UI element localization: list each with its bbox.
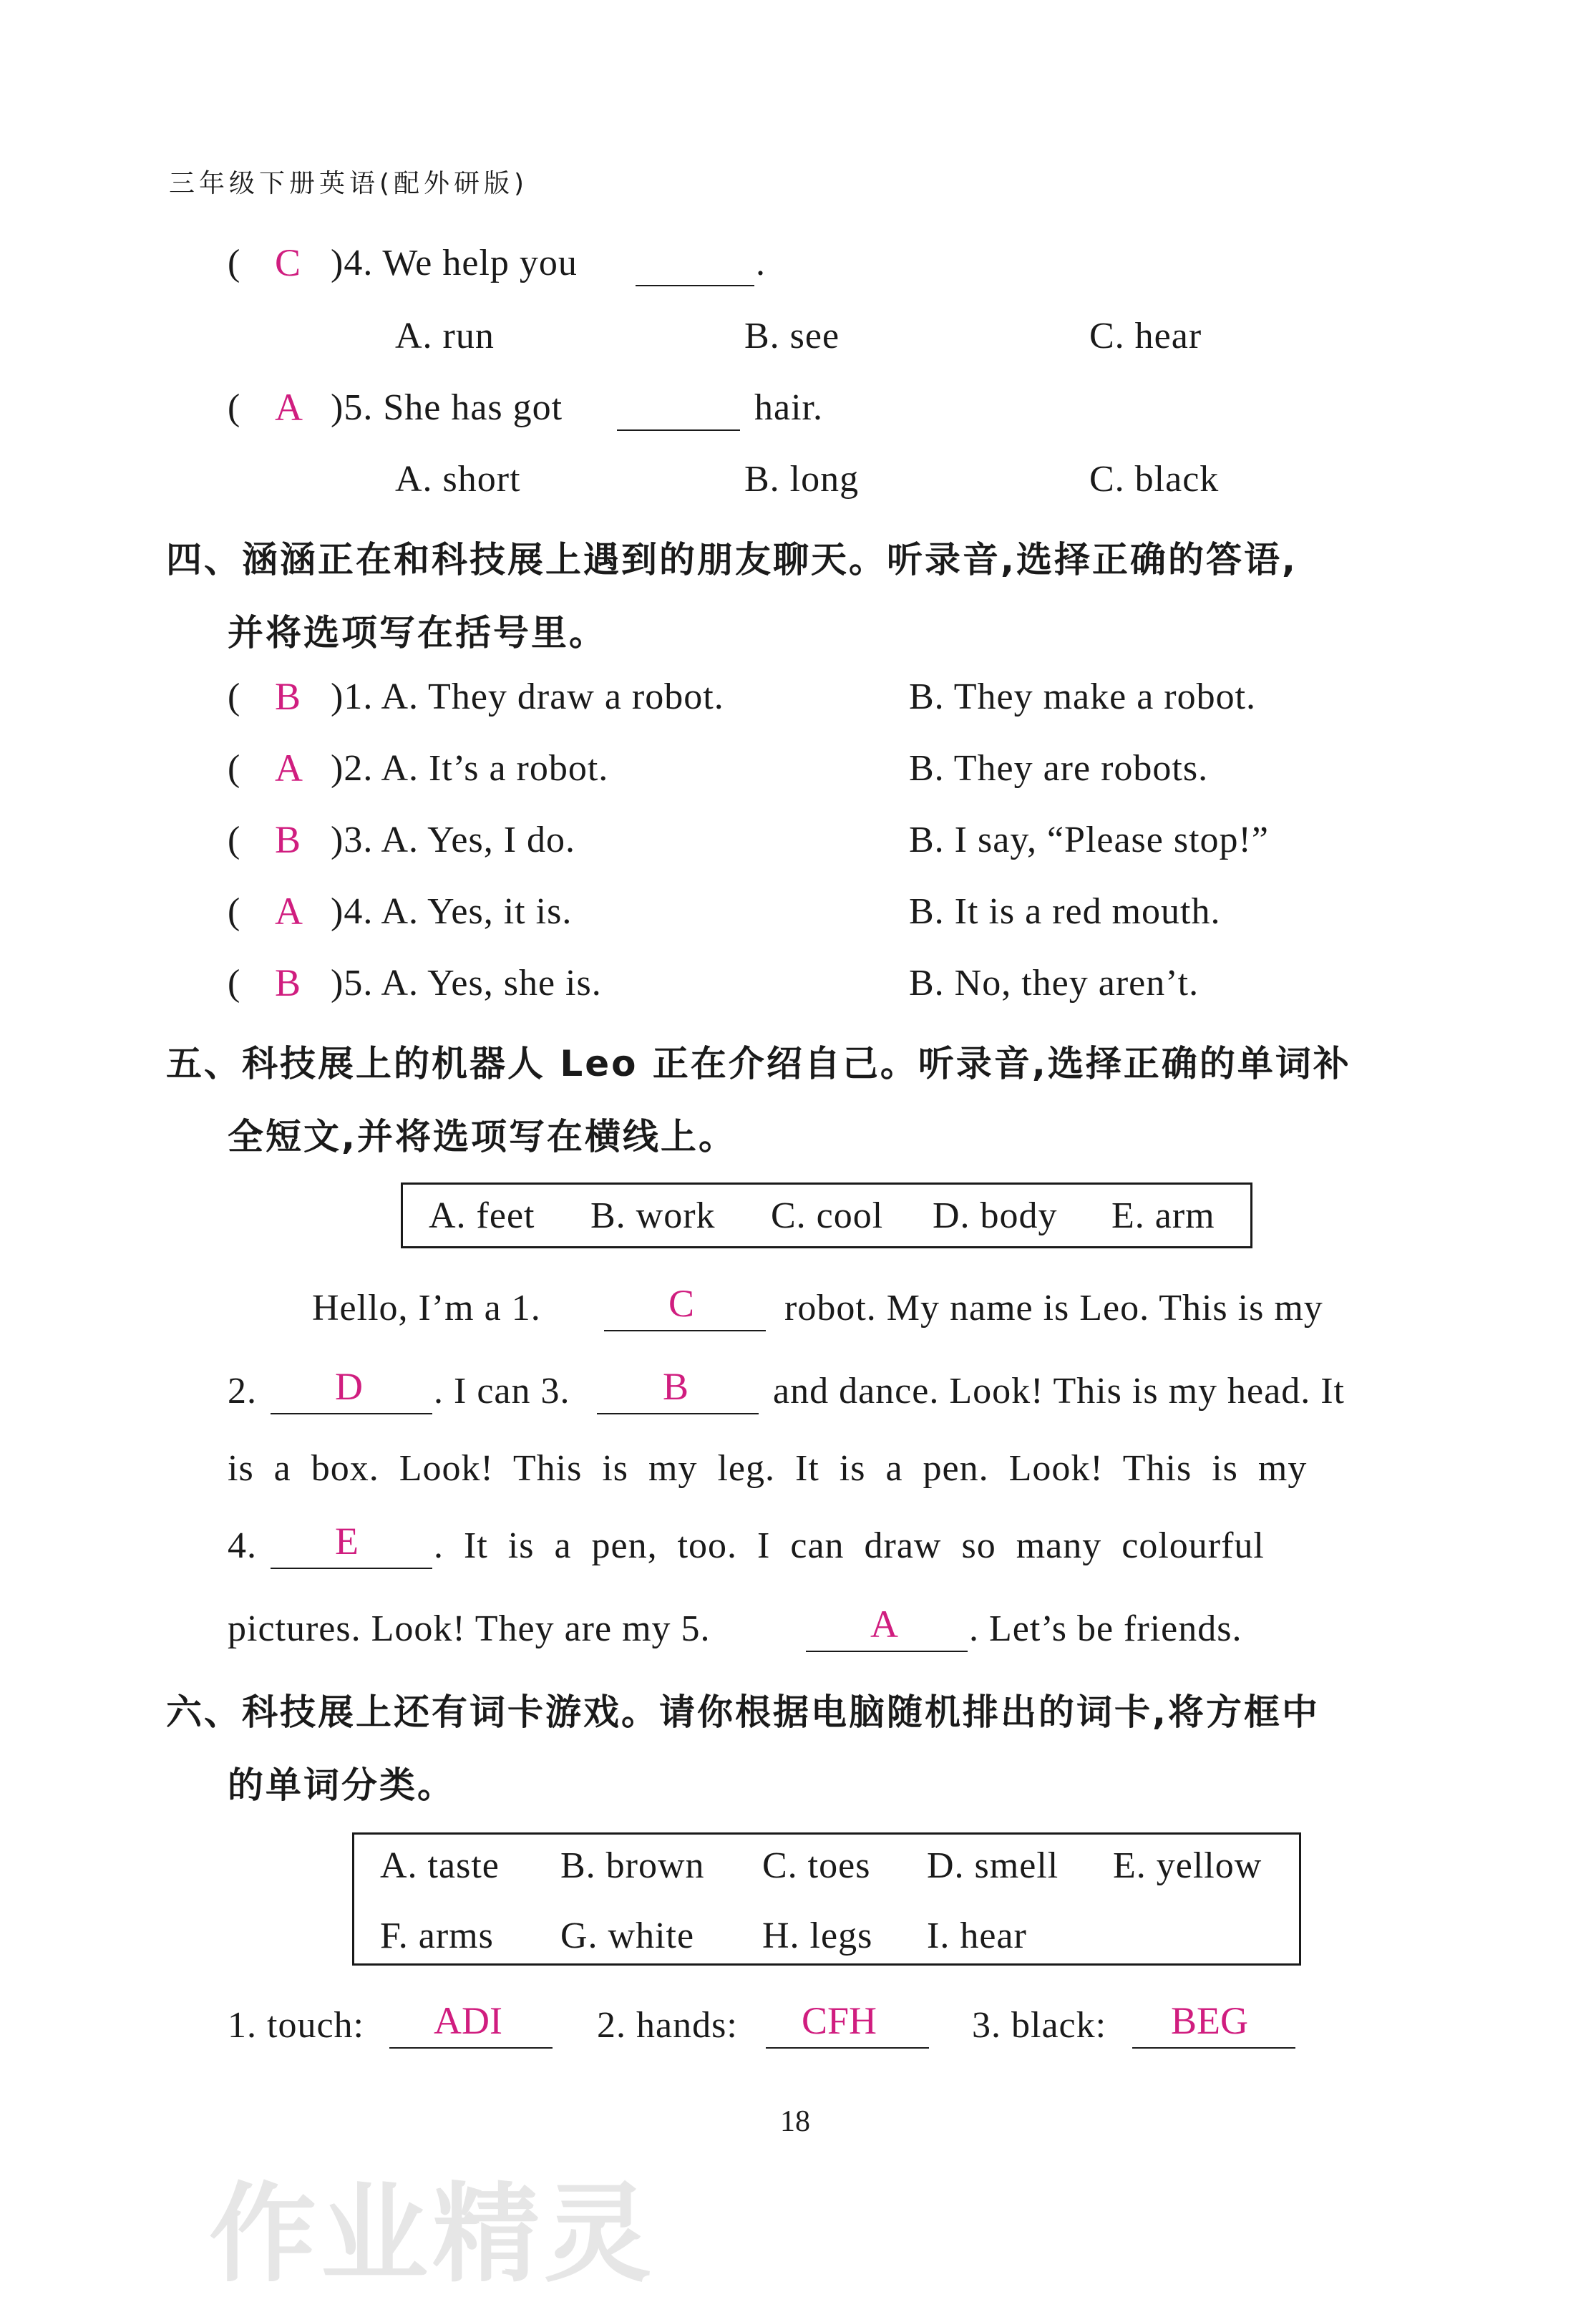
passage-text: . It is a pen, too. I can draw so many colourful (434, 1525, 1265, 1566)
question-end: . (756, 243, 766, 283)
option-a: )2. A. It’s a robot. (331, 748, 609, 789)
word-bank-item: A. feet (429, 1195, 535, 1236)
page-number: 18 (780, 2105, 810, 2138)
passage-text: robot. My name is Leo. This is my (784, 1288, 1323, 1329)
category-label: 1. touch: (228, 2005, 364, 2046)
option-a: )1. A. They draw a robot. (331, 676, 724, 717)
answer: A (870, 1603, 898, 1646)
section-5-title-line1: 五、科技展上的机器人 Leo 正在介绍自己。听录音,选择正确的单词补 (166, 1043, 1351, 1084)
option-c: C. hear (1089, 316, 1202, 356)
answer: E (335, 1520, 359, 1563)
answer-blank (617, 395, 740, 431)
answer: D (335, 1365, 363, 1408)
section-6-title-line2: 的单词分类。 (228, 1764, 455, 1806)
question-stem: )4. We help you (331, 243, 578, 283)
open-paren: ( (228, 748, 240, 789)
word-card: G. white (560, 1915, 695, 1956)
answer: A (275, 890, 303, 933)
answer: C (668, 1282, 695, 1325)
open-paren: ( (228, 891, 240, 932)
word-card: C. toes (762, 1845, 871, 1886)
answer: BEG (1171, 1999, 1248, 2042)
option-a: )4. A. Yes, it is. (331, 891, 573, 932)
option-b: B. I say, “Please stop!” (909, 820, 1269, 860)
option-c: C. black (1089, 459, 1220, 500)
option-a: A. run (395, 316, 495, 356)
option-b: B. long (744, 459, 860, 500)
option-b: B. It is a red mouth. (909, 891, 1221, 932)
option-a: )5. A. Yes, she is. (331, 963, 602, 1004)
answer: A (275, 747, 303, 790)
word-card: D. smell (927, 1845, 1059, 1886)
answer: A (275, 386, 303, 429)
word-card: A. taste (380, 1845, 500, 1886)
answer: B (275, 818, 301, 861)
question-stem: )5. She has got (331, 387, 563, 428)
word-card-box (352, 1832, 1301, 1966)
open-paren: ( (228, 387, 240, 428)
watermark-logo: 作业精灵 (209, 2172, 656, 2297)
answer: B (275, 961, 301, 1004)
passage-text: 4. (228, 1525, 257, 1566)
word-bank-item: D. body (933, 1195, 1058, 1236)
answer: B (663, 1365, 689, 1408)
answer: B (275, 675, 301, 718)
option-b: B. No, they aren’t. (909, 963, 1200, 1004)
open-paren: ( (228, 963, 240, 1004)
option-b: B. see (744, 316, 840, 356)
word-card: I. hear (927, 1915, 1027, 1956)
option-b: B. They make a robot. (909, 676, 1257, 717)
open-paren: ( (228, 676, 240, 717)
question-end: hair. (754, 387, 823, 428)
word-bank-item: E. arm (1111, 1195, 1215, 1236)
section-4-title-line2: 并将选项写在括号里。 (228, 612, 607, 654)
open-paren: ( (228, 820, 240, 860)
word-card: E. yellow (1113, 1845, 1262, 1886)
answer: ADI (434, 1999, 502, 2042)
word-bank-item: B. work (590, 1195, 716, 1236)
word-card: H. legs (762, 1915, 873, 1956)
option-b: B. They are robots. (909, 748, 1209, 789)
option-a: )3. A. Yes, I do. (331, 820, 576, 860)
answer: C (275, 241, 301, 284)
section-4-title-line1: 四、涵涵正在和科技展上遇到的朋友聊天。听录音,选择正确的答语, (166, 539, 1298, 581)
word-card: B. brown (560, 1845, 705, 1886)
option-a: A. short (395, 459, 521, 500)
passage-text: 2. (228, 1371, 257, 1412)
passage-text: is a box. Look! This is my leg. It is a pen. Look! This is my (228, 1448, 1308, 1489)
category-label: 3. black: (972, 2005, 1107, 2046)
answer: CFH (802, 1999, 877, 2042)
running-header: 三年级下册英语(配外研版) (169, 169, 529, 198)
word-bank-box (401, 1182, 1252, 1248)
word-bank-item: C. cool (771, 1195, 884, 1236)
passage-text: pictures. Look! They are my 5. (228, 1608, 711, 1649)
open-paren: ( (228, 243, 240, 283)
word-card: F. arms (380, 1915, 494, 1956)
passage-text: and dance. Look! This is my head. It (773, 1371, 1345, 1412)
section-6-title-line1: 六、科技展上还有词卡游戏。请你根据电脑随机排出的词卡,将方框中 (166, 1691, 1320, 1733)
answer-blank (636, 251, 754, 286)
section-5-title-line2: 全短文,并将选项写在横线上。 (228, 1116, 736, 1157)
passage-text: Hello, I’m a 1. (312, 1288, 541, 1329)
category-label: 2. hands: (597, 2005, 738, 2046)
passage-text: . Let’s be friends. (969, 1608, 1242, 1649)
passage-text: . I can 3. (434, 1371, 570, 1412)
